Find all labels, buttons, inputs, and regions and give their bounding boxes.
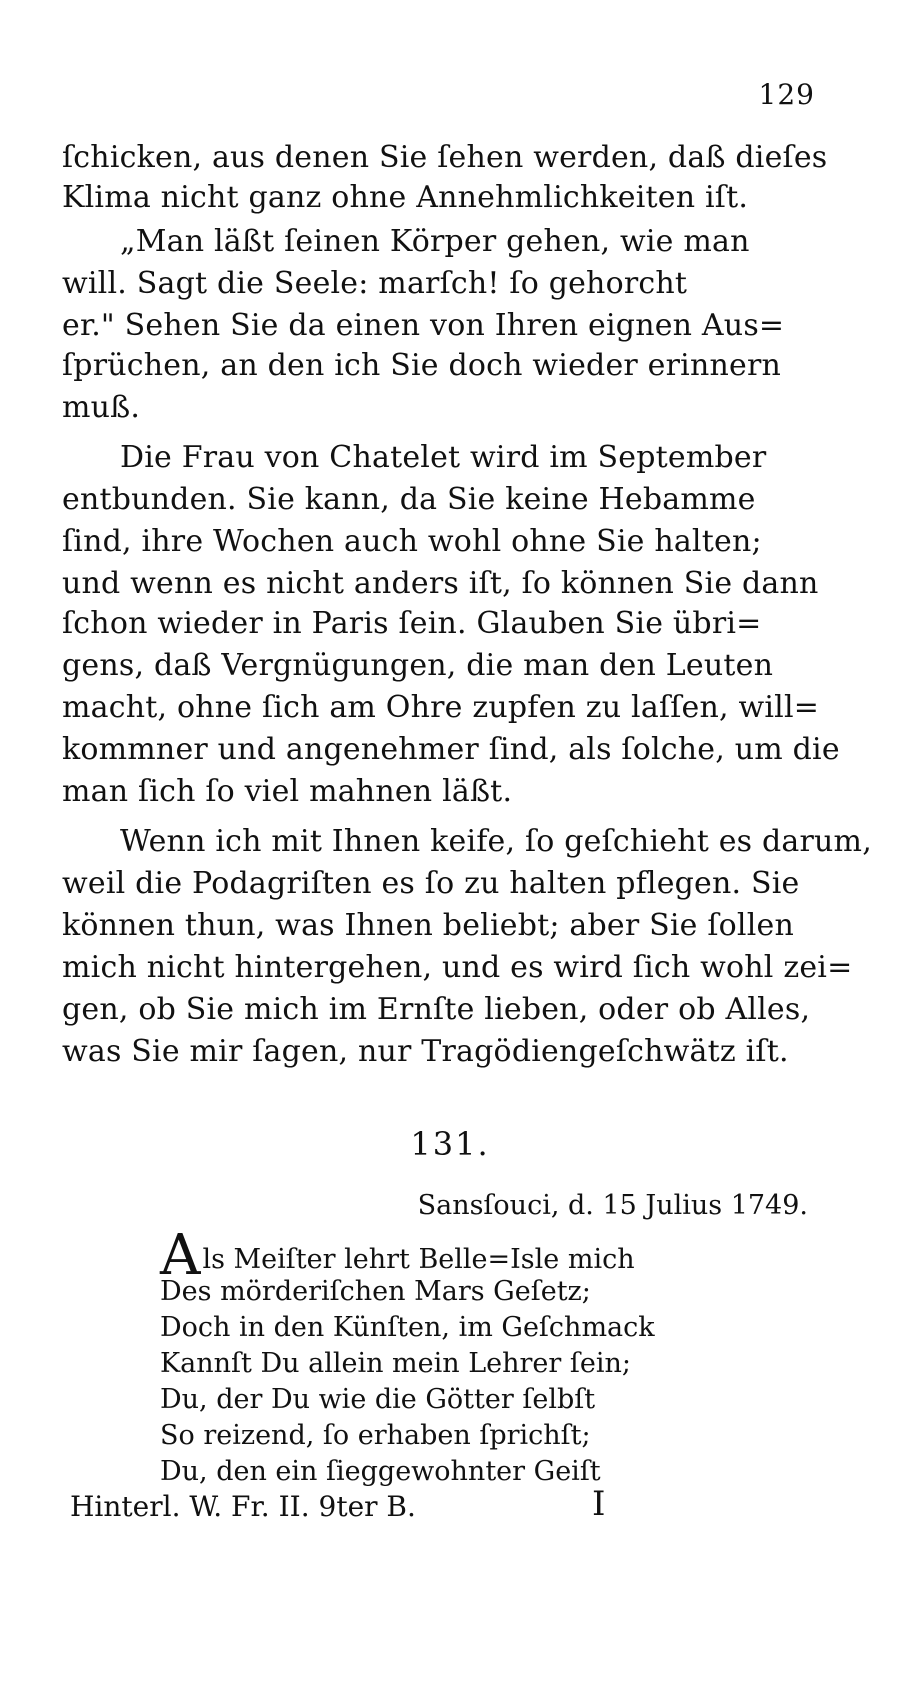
body-line: muß. xyxy=(62,390,141,425)
body-line: „Man läßt ſeinen Körper gehen, wie man xyxy=(120,224,750,259)
body-line: was Sie mir ſagen, nur Tragödiengeſchwätz iſt. xyxy=(62,1034,789,1069)
body-line: können thun, was Ihnen beliebt; aber Sie ſollen xyxy=(62,908,794,943)
body-line: weil die Podagriſten es ſo zu halten pflegen. Sie xyxy=(62,866,800,901)
body-line: gen, ob Sie mich im Ernſte lieben, oder ob Alles, xyxy=(62,992,811,1027)
body-line: will. Sagt die Seele: marſch! ſo gehorcht xyxy=(62,266,688,301)
dropcap: A xyxy=(160,1223,201,1288)
verse-line-text: ls Meiſter lehrt Belle=Isle mich xyxy=(202,1244,635,1275)
verse-line xyxy=(160,1223,635,1288)
body-line: Die Frau von Chatelet wird im September xyxy=(120,440,767,475)
body-line: er." Sehen Sie da einen von Ihren eignen Aus= xyxy=(62,308,785,343)
body-line: und wenn es nicht anders iſt, ſo können Sie dann xyxy=(62,566,819,601)
body-line: kommner und angenehmer ſind, als ſolche, um die xyxy=(62,732,840,767)
body-line: entbunden. Sie kann, da Sie keine Hebamme xyxy=(62,482,756,517)
letter-number: 131. xyxy=(410,1125,490,1163)
signature-mark: Hinterl. W. Fr. II. 9ter B. xyxy=(70,1490,416,1523)
body-line: man ſich ſo viel mahnen läßt. xyxy=(62,774,513,809)
verse-line: So reizend, ſo erhaben ſprichſt; xyxy=(160,1420,591,1451)
page-number: 129 xyxy=(758,78,815,111)
body-line: macht, ohne ſich am Ohre zupfen zu laſſen, will= xyxy=(62,690,820,725)
body-line: ſchon wieder in Paris ſein. Glauben Sie übri= xyxy=(62,606,762,641)
verse-line: Doch in den Künſten, im Geſchmack xyxy=(160,1312,655,1343)
body-line: Wenn ich mit Ihnen keife, ſo geſchieht es darum, xyxy=(120,824,872,859)
body-line: gens, daß Vergnügungen, die man den Leuten xyxy=(62,648,774,683)
body-line: ſchicken, aus denen Sie ſehen werden, daß dieſes xyxy=(62,140,828,175)
catchword: I xyxy=(592,1484,606,1524)
body-line: ſind, ihre Wochen auch wohl ohne Sie halten; xyxy=(62,524,762,559)
verse-line: Kannſt Du allein mein Lehrer ſein; xyxy=(160,1348,631,1379)
verse-line: Du, den ein ſieggewohnter Geiſt xyxy=(160,1456,601,1487)
body-line: ſprüchen, an den ich Sie doch wieder erinnern xyxy=(62,348,782,383)
letter-dateline: Sansſouci, d. 15 Julius 1749. xyxy=(417,1190,808,1221)
verse-line: Du, der Du wie die Götter ſelbſt xyxy=(160,1384,596,1415)
body-line: Klima nicht ganz ohne Annehmlichkeiten iſt. xyxy=(62,180,749,215)
body-line: mich nicht hintergehen, und es wird ſich wohl zei= xyxy=(62,950,853,985)
verse-line: Des mörderiſchen Mars Geſetz; xyxy=(160,1276,591,1307)
